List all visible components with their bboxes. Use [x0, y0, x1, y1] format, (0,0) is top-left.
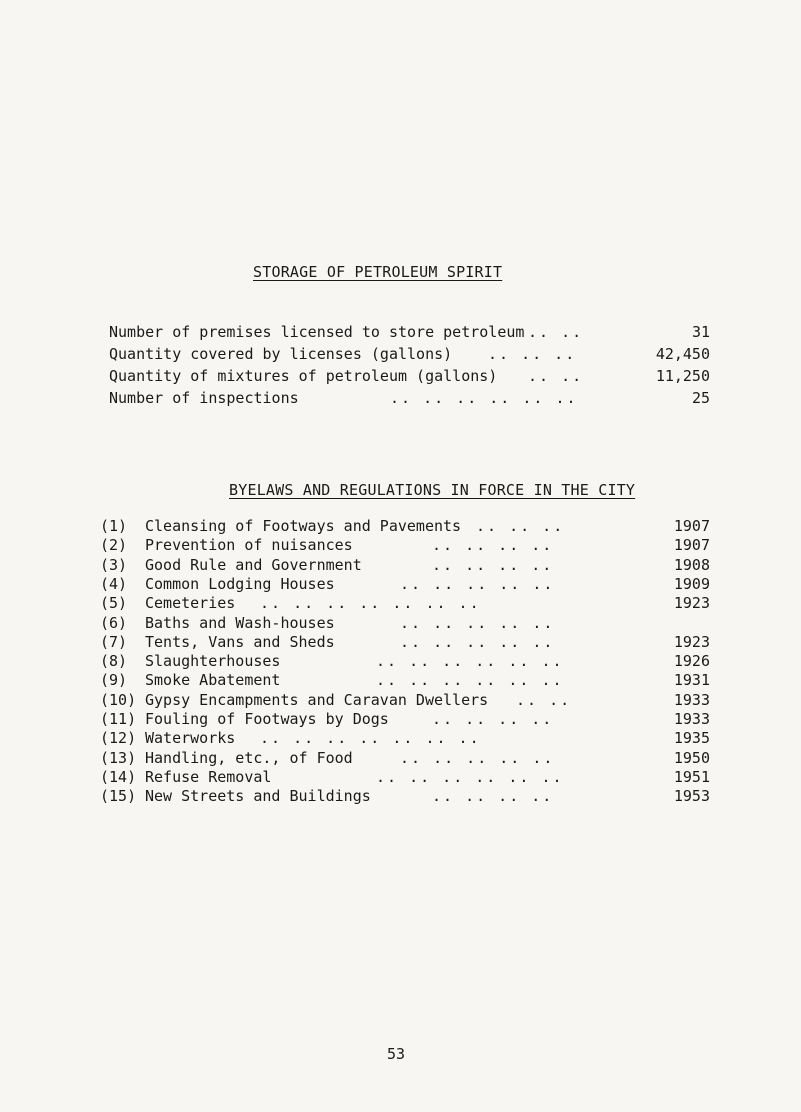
- page-number: 53: [387, 1045, 406, 1063]
- byelaw-title: Fouling of Footways by Dogs: [145, 710, 389, 728]
- byelaw-title: Handling, etc., of Food: [145, 749, 353, 767]
- dot-leader: .. .. .. ..: [432, 536, 554, 554]
- byelaw-year: 1933: [673, 710, 710, 728]
- byelaw-row: [100, 728, 710, 748]
- petroleum-stat-row: [109, 388, 710, 408]
- dot-leader: .. .. .. ..: [432, 787, 554, 805]
- byelaw-title: Common Lodging Houses: [145, 575, 335, 593]
- byelaws-heading: BYELAWS AND REGULATIONS IN FORCE IN THE CITY: [229, 481, 636, 499]
- byelaw-row: [100, 516, 710, 536]
- dot-leader: .. .. .. .. .. ..: [376, 671, 564, 689]
- dot-leader: .. .. .. .. ..: [400, 633, 555, 651]
- dot-leader: .. .. .. .. ..: [400, 575, 555, 593]
- byelaw-row: [100, 670, 710, 690]
- petroleum-stat-row: [109, 344, 710, 364]
- dot-leader: .. .. .. .. .. ..: [390, 389, 578, 407]
- byelaw-title: Cleansing of Footways and Pavements: [145, 517, 462, 535]
- dot-leader: .. .. ..: [488, 345, 577, 363]
- byelaw-year: 1931: [673, 671, 710, 689]
- byelaw-number: (11): [100, 710, 137, 728]
- dot-leader: .. .. .. .. .. ..: [376, 652, 564, 670]
- byelaw-year: 1907: [673, 536, 710, 554]
- byelaw-title: Prevention of nuisances: [145, 536, 353, 554]
- byelaw-number: (15): [100, 787, 137, 805]
- dot-leader: .. ..: [528, 323, 584, 341]
- byelaw-title: Tents, Vans and Sheds: [145, 633, 335, 651]
- byelaw-number: (13): [100, 749, 137, 767]
- byelaw-number: (12): [100, 729, 137, 747]
- byelaw-year: 1908: [673, 556, 710, 574]
- byelaw-year: 1907: [673, 517, 710, 535]
- stat-value: 31: [691, 323, 710, 341]
- petroleum-stat-row: [109, 366, 710, 386]
- byelaw-year: 1953: [673, 787, 710, 805]
- byelaw-title: Refuse Removal: [145, 768, 272, 786]
- byelaw-title: Gypsy Encampments and Caravan Dwellers: [145, 691, 489, 709]
- byelaw-year: 1951: [673, 768, 710, 786]
- byelaw-number: (14): [100, 768, 137, 786]
- dot-leader: .. .. .. ..: [432, 556, 554, 574]
- byelaw-row: [100, 632, 710, 652]
- petroleum-heading: STORAGE OF PETROLEUM SPIRIT: [253, 263, 503, 281]
- byelaw-row: [100, 767, 710, 787]
- byelaw-title: Baths and Wash-houses: [145, 614, 335, 632]
- byelaw-year: 1926: [673, 652, 710, 670]
- byelaw-year: 1923: [673, 633, 710, 651]
- byelaw-number: (8): [100, 652, 128, 670]
- stat-value: 11,250: [655, 367, 710, 385]
- dot-leader: .. .. .. .. ..: [400, 614, 555, 632]
- byelaw-number: (9): [100, 671, 128, 689]
- byelaw-row: [100, 613, 710, 633]
- byelaw-number: (4): [100, 575, 128, 593]
- byelaw-row: [100, 574, 710, 594]
- dot-leader: .. ..: [516, 691, 572, 709]
- byelaw-year: 1935: [673, 729, 710, 747]
- byelaw-row: [100, 709, 710, 729]
- byelaw-row: [100, 786, 710, 806]
- byelaw-title: Slaughterhouses: [145, 652, 281, 670]
- dot-leader: .. ..: [528, 367, 584, 385]
- byelaw-year: 1950: [673, 749, 710, 767]
- petroleum-stat-row: [109, 322, 710, 342]
- stat-label: Quantity covered by licenses (gallons): [109, 345, 453, 363]
- byelaw-number: (10): [100, 691, 137, 709]
- byelaw-row: [100, 748, 710, 768]
- byelaw-title: Cemeteries: [145, 594, 236, 612]
- byelaw-row: [100, 535, 710, 555]
- byelaw-title: New Streets and Buildings: [145, 787, 371, 805]
- stat-label: Number of inspections: [109, 389, 299, 407]
- byelaw-number: (1): [100, 517, 128, 535]
- dot-leader: .. .. .. .. .. .. ..: [260, 594, 481, 612]
- dot-leader: .. .. ..: [476, 517, 565, 535]
- byelaw-year: 1923: [673, 594, 710, 612]
- byelaw-number: (6): [100, 614, 128, 632]
- stat-label: Quantity of mixtures of petroleum (gallons): [109, 367, 498, 385]
- stat-value: 42,450: [655, 345, 710, 363]
- dot-leader: .. .. .. .. .. ..: [376, 768, 564, 786]
- byelaw-number: (7): [100, 633, 128, 651]
- byelaw-row: [100, 593, 710, 613]
- byelaw-year: 1933: [673, 691, 710, 709]
- byelaw-number: (3): [100, 556, 128, 574]
- stat-label: Number of premises licensed to store petroleum: [109, 323, 525, 341]
- dot-leader: .. .. .. .. ..: [400, 749, 555, 767]
- byelaw-title: Good Rule and Government: [145, 556, 362, 574]
- stat-value: 25: [691, 389, 710, 407]
- dot-leader: .. .. .. ..: [432, 710, 554, 728]
- byelaw-title: Waterworks: [145, 729, 236, 747]
- byelaw-number: (5): [100, 594, 128, 612]
- byelaw-year: 1909: [673, 575, 710, 593]
- byelaw-row: [100, 651, 710, 671]
- byelaw-row: [100, 690, 710, 710]
- byelaw-row: [100, 555, 710, 575]
- byelaw-title: Smoke Abatement: [145, 671, 281, 689]
- byelaw-number: (2): [100, 536, 128, 554]
- dot-leader: .. .. .. .. .. .. ..: [260, 729, 481, 747]
